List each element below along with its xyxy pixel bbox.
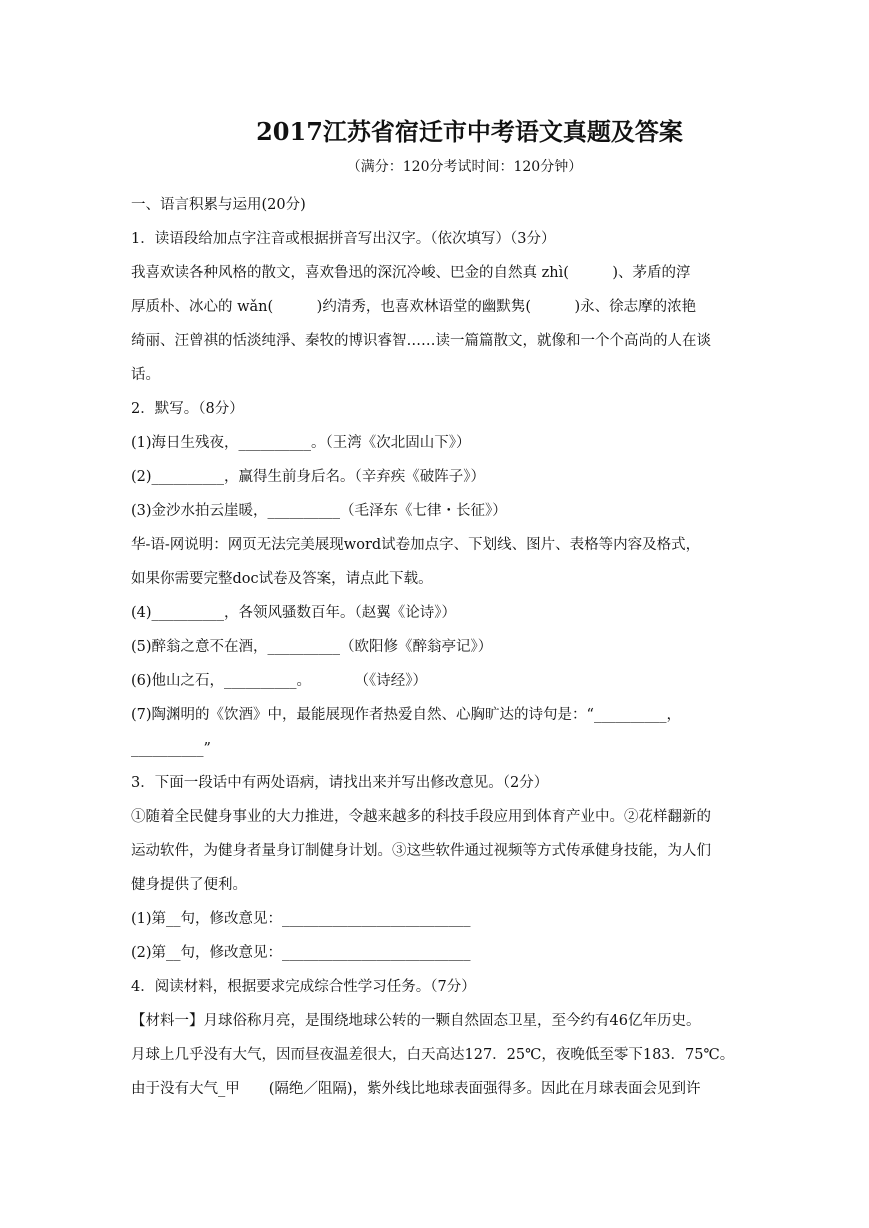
question-3-text-line: ①随着全民健身事业的大力推进，令越来越多的科技手段应用到体育产业中。②花样翻新的: [131, 809, 711, 825]
document-subtitle: （满分：120分考试时间：120分钟）: [346, 159, 583, 175]
question-1-text-line: 厚质朴、冰心的 wǎn( )约清秀，也喜欢林语堂的幽默隽( )永、徐志摩的浓艳: [131, 299, 697, 315]
question-1-text-line: 绮丽、汪曾祺的恬淡纯淨、秦牧的博识睿智……读一篇篇散文，就像和一个个高尚的人在谈: [131, 333, 711, 349]
download-link[interactable]: 如果你需要完整doc试卷及答案，请点此下载。: [131, 571, 433, 587]
question-2-item: (3)金沙水拍云崖暖，__________（毛泽东《七律・长征》）: [131, 503, 507, 519]
question-4-text-line: 由于没有大气_甲 (隔绝／阻隔)，紫外线比地球表面强得多。因此在月球表面会见到许: [131, 1081, 701, 1097]
question-1-text-line: 话。: [131, 367, 160, 383]
question-2-item: (2)__________，赢得生前身后名。（辛弃疾《破阵子》）: [131, 469, 486, 485]
question-4-text-line: 月球上几乎没有大气，因而昼夜温差很大，白天高达127．25℃，夜晚低至零下183．75℃。: [131, 1047, 735, 1063]
question-2-item: (4)__________，各领风骚数百年。（赵翼《论诗》）: [131, 605, 457, 621]
document-body: [131, 188, 741, 1106]
question-3-stem: 3．下面一段话中有两处语病，请找出来并写出修改意见。（2分）: [131, 775, 549, 791]
question-3-text-line: 健身提供了便利。: [131, 877, 247, 893]
question-3-answer: (1)第__句，修改意见：__________________________: [131, 911, 471, 927]
section-heading: 一、语言积累与运用(20分): [131, 197, 306, 213]
question-3-text-line: 运动软件，为健身者量身订制健身计划。③这些软件通过视频等方式传承健身技能，为人们: [131, 843, 711, 859]
question-2-item: (6)他山之石，__________。 （《诗经》）: [131, 673, 428, 689]
question-2-item: __________”: [131, 741, 211, 757]
question-2-item: (1)海日生残夜，__________。（王湾《次北固山下》）: [131, 435, 471, 451]
question-4-stem: 4．阅读材料，根据要求完成综合性学习任务。（7分）: [131, 979, 476, 995]
question-2-stem: 2．默写。（8分）: [131, 401, 244, 417]
question-3-answer: (2)第__句，修改意见：__________________________: [131, 945, 471, 961]
question-2-item: (7)陶渊明的《饮酒》中，最能展现作者热爱自然、心胸旷达的诗句是：“__________，: [131, 707, 681, 723]
question-1-text-line: 我喜欢读各种风格的散文，喜欢鲁迅的深沉冷峻、巴金的自然真 zhì( )、茅盾的淳: [131, 265, 691, 281]
question-2-item: (5)醉翁之意不在酒，__________（欧阳修《醉翁亭记》）: [131, 639, 493, 655]
download-note: 华-语-网说明：网页无法完美展现word试卷加点字、下划线、图片、表格等内容及格式，: [131, 537, 701, 553]
question-1-stem: 1．读语段给加点字注音或根据拼音写出汉字。（依次填写）（3分）: [131, 231, 556, 247]
question-4-text-line: 【材料一】月球俗称月亮，是围绕地球公转的一颗自然固态卫星，至今约有46亿年历史。: [131, 1013, 701, 1029]
document-title: 2017江苏省宿迁市中考语文真题及答案: [256, 117, 683, 146]
